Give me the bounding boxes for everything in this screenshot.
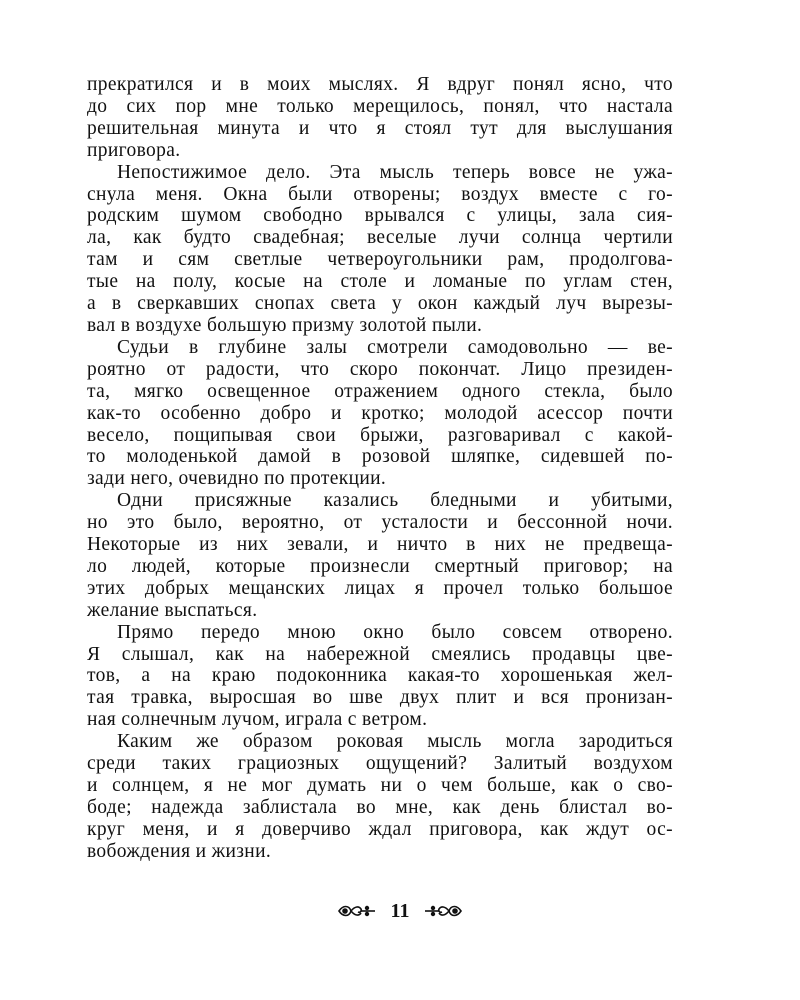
page-body (87, 74, 673, 863)
text-line: Судьи в глубине залы смотрели самодовольно — ве- (117, 336, 673, 358)
text-line: среди таких грациозных ощущений? Залитый воздухом (87, 753, 673, 775)
text-line: до сих пор мне только мерещилось, понял, что настала (87, 95, 673, 117)
text-line: весело, пощипывая свои брыжи, разговаривал с какой- (87, 424, 673, 446)
text-line: ло людей, которые произнесли смертный приговор; на (87, 555, 673, 577)
text-line: Прямо передо мною окно было совсем отворено. (117, 621, 673, 643)
text-line: ла, как будто свадебная; веселые лучи солнца чертили (87, 227, 673, 249)
text-line: тые на полу, косые на столе и ломаные по углам стен, (87, 271, 673, 293)
text-line: снула меня. Окна были отворены; воздух вместе с го- (87, 183, 673, 205)
text-line: то молоденькой дамой в розовой шляпке, сидевшей по- (87, 446, 673, 468)
text-line: Некоторые из них зевали, и ничто в них не предвеща- (87, 534, 673, 556)
paragraph (87, 74, 673, 162)
text-line: а в сверкавших снопах света у окон каждый луч вырезы- (87, 293, 673, 315)
text-line: роятно от радости, что скоро покончат. Лицо президен- (87, 358, 673, 380)
text-line: там и сям светлые четвероугольники рам, продолгова- (87, 249, 673, 271)
paragraph (87, 490, 673, 621)
text-line: вобождения и жизни. (87, 840, 272, 862)
text-line: желание выспаться. (87, 599, 258, 621)
text-line: приговора. (87, 139, 181, 161)
text-line: зади него, очевидно по протекции. (87, 468, 387, 490)
text-line: ная солнечным лучом, играла с ветром. (87, 709, 428, 731)
fleuron-left-icon (337, 903, 377, 919)
paragraph (87, 162, 673, 337)
text-line: Одни присяжные казались бледными и убитыми, (117, 490, 673, 512)
text-line: родским шумом свободно врывался с улицы, зала сия- (87, 205, 673, 227)
text-line: Каким же образом роковая мысль могла зародиться (117, 731, 673, 753)
text-line: этих добрых мещанских лицах я прочел только большое (87, 577, 673, 599)
page-footer (0, 896, 800, 926)
text-line: и солнцем, я не мог думать ни о чем больше, как о сво- (87, 775, 673, 796)
text-line: та, мягко освещенное отражением одного стекла, было (87, 380, 673, 402)
paragraph (87, 337, 673, 490)
text-line: боде; надежда заблистала во мне, как день блистал во- (87, 796, 673, 818)
text-line: решительная минута и что я стоял тут для выслушания (87, 117, 673, 139)
text-line: тая травка, выросшая во шве двух плит и вся пронизан- (87, 687, 673, 709)
paragraph (87, 731, 673, 862)
text-line: прекратился и в моих мыслях. Я вдруг понял ясно, что (87, 74, 673, 95)
text-line: но это было, вероятно, от усталости и бессонной ночи. (87, 512, 673, 534)
fleuron-right-icon (423, 903, 463, 919)
page-number: 11 (390, 899, 410, 922)
text-line: Непостижимое дело. Эта мысль теперь вовсе не ужа- (117, 161, 673, 183)
paragraph (87, 622, 673, 732)
text-line: Я слышал, как на набережной смеялись продавцы цве- (87, 643, 673, 665)
text-line: тов, а на краю подоконника какая-то хорошенькая жел- (87, 665, 673, 687)
text-line: круг меня, и я доверчиво ждал приговора, как ждут ос- (87, 818, 673, 840)
text-line: вал в воздухе большую призму золотой пыли. (87, 314, 483, 336)
text-line: как-то особенно добро и кротко; молодой асессор почти (87, 402, 673, 424)
